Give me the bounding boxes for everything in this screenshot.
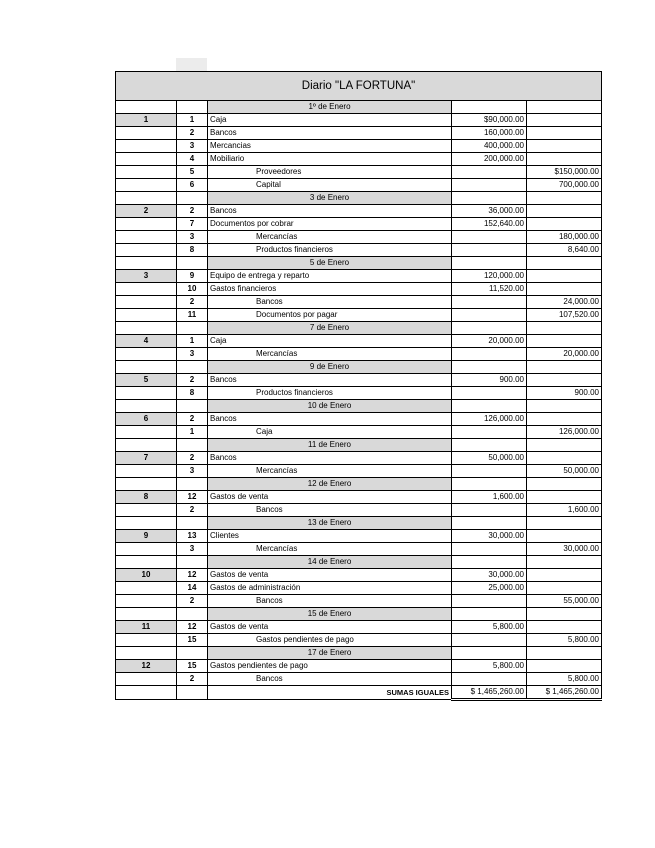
debit-amount xyxy=(452,504,527,517)
entry-number xyxy=(116,673,177,686)
journal-line xyxy=(116,153,602,166)
entry-number: 3 xyxy=(116,270,177,283)
account-name: Gastos de venta xyxy=(208,491,452,504)
entry-cell xyxy=(116,361,177,374)
entry-cell xyxy=(116,257,177,270)
credit-cell xyxy=(527,361,602,374)
date-label: 12 de Enero xyxy=(208,478,452,491)
account-number: 15 xyxy=(177,634,208,647)
date-row xyxy=(116,322,602,335)
credit-amount xyxy=(527,270,602,283)
total-debit: $ 1,465,260.00 xyxy=(452,686,527,700)
account-cell xyxy=(177,478,208,491)
date-label: 1º de Enero xyxy=(208,101,452,114)
debit-amount: 30,000.00 xyxy=(452,530,527,543)
journal-line xyxy=(116,114,602,127)
credit-amount xyxy=(527,374,602,387)
debit-amount xyxy=(452,543,527,556)
debit-amount: 50,000.00 xyxy=(452,452,527,465)
credit-amount: 55,000.00 xyxy=(527,595,602,608)
journal-line xyxy=(116,166,602,179)
debit-amount xyxy=(452,426,527,439)
debit-amount: 5,800.00 xyxy=(452,621,527,634)
account-cell xyxy=(177,400,208,413)
journal-line xyxy=(116,413,602,426)
debit-amount: 400,000.00 xyxy=(452,140,527,153)
debit-cell xyxy=(452,478,527,491)
account-name: Gastos de administración xyxy=(208,582,452,595)
credit-amount xyxy=(527,569,602,582)
date-label: 10 de Enero xyxy=(208,400,452,413)
entry-number: 2 xyxy=(116,205,177,218)
account-name: Mobiliario xyxy=(208,153,452,166)
credit-amount: 900.00 xyxy=(527,387,602,400)
journal-table xyxy=(115,71,602,701)
date-label: 14 de Enero xyxy=(208,556,452,569)
account-cell xyxy=(177,257,208,270)
debit-amount xyxy=(452,309,527,322)
date-label: 15 de Enero xyxy=(208,608,452,621)
entry-number: 6 xyxy=(116,413,177,426)
journal-line xyxy=(116,348,602,361)
account-number: 3 xyxy=(177,465,208,478)
journal-line xyxy=(116,569,602,582)
date-label: 13 de Enero xyxy=(208,517,452,530)
credit-amount xyxy=(527,140,602,153)
account-number: 2 xyxy=(177,205,208,218)
credit-cell xyxy=(527,478,602,491)
entry-number xyxy=(116,426,177,439)
entry-number xyxy=(116,543,177,556)
date-row xyxy=(116,608,602,621)
entry-cell xyxy=(116,400,177,413)
entry-cell xyxy=(116,556,177,569)
credit-amount xyxy=(527,283,602,296)
account-name: Mercancías xyxy=(208,465,452,478)
credit-amount xyxy=(527,205,602,218)
debit-cell xyxy=(452,647,527,660)
entry-number xyxy=(116,504,177,517)
journal-line xyxy=(116,140,602,153)
journal-line xyxy=(116,582,602,595)
date-row xyxy=(116,439,602,452)
entry-number: 7 xyxy=(116,452,177,465)
debit-amount xyxy=(452,673,527,686)
account-name: Mercancías xyxy=(208,348,452,361)
date-label: 5 de Enero xyxy=(208,257,452,270)
credit-cell xyxy=(527,608,602,621)
journal-line xyxy=(116,452,602,465)
account-number: 12 xyxy=(177,621,208,634)
account-number: 2 xyxy=(177,413,208,426)
entry-number: 8 xyxy=(116,491,177,504)
entry-number xyxy=(116,166,177,179)
journal-line xyxy=(116,283,602,296)
journal-line xyxy=(116,673,602,686)
credit-cell xyxy=(527,556,602,569)
account-number: 3 xyxy=(177,140,208,153)
entry-number xyxy=(116,231,177,244)
entry-number xyxy=(116,218,177,231)
entry-number xyxy=(116,465,177,478)
date-label: 7 de Enero xyxy=(208,322,452,335)
account-number: 1 xyxy=(177,426,208,439)
account-number: 2 xyxy=(177,504,208,517)
account-name: Gastos financieros xyxy=(208,283,452,296)
debit-cell xyxy=(452,556,527,569)
account-name: Mercancias xyxy=(208,140,452,153)
credit-amount: 8,640.00 xyxy=(527,244,602,257)
debit-amount: 900.00 xyxy=(452,374,527,387)
account-name: Bancos xyxy=(208,595,452,608)
entry-cell xyxy=(116,686,177,700)
entry-number xyxy=(116,387,177,400)
entry-cell xyxy=(116,192,177,205)
date-label: 9 de Enero xyxy=(208,361,452,374)
debit-amount: 25,000.00 xyxy=(452,582,527,595)
journal-line xyxy=(116,127,602,140)
debit-amount: 1,600.00 xyxy=(452,491,527,504)
date-row xyxy=(116,400,602,413)
credit-cell xyxy=(527,257,602,270)
credit-amount xyxy=(527,153,602,166)
journal-line xyxy=(116,244,602,257)
journal-line xyxy=(116,465,602,478)
account-name: Gastos de venta xyxy=(208,621,452,634)
date-row xyxy=(116,192,602,205)
account-name: Bancos xyxy=(208,296,452,309)
debit-amount xyxy=(452,244,527,257)
debit-cell xyxy=(452,101,527,114)
journal-line xyxy=(116,543,602,556)
debit-cell xyxy=(452,517,527,530)
date-label: 3 de Enero xyxy=(208,192,452,205)
account-number: 3 xyxy=(177,543,208,556)
entry-cell xyxy=(116,647,177,660)
account-name: Documentos por cobrar xyxy=(208,218,452,231)
entry-number: 12 xyxy=(116,660,177,673)
account-number: 3 xyxy=(177,231,208,244)
journal-line xyxy=(116,595,602,608)
credit-cell xyxy=(527,647,602,660)
entry-number: 11 xyxy=(116,621,177,634)
entry-number xyxy=(116,634,177,647)
account-number: 2 xyxy=(177,296,208,309)
debit-amount xyxy=(452,634,527,647)
date-row xyxy=(116,556,602,569)
account-name: Bancos xyxy=(208,127,452,140)
account-number: 6 xyxy=(177,179,208,192)
credit-amount xyxy=(527,413,602,426)
date-label: 11 de Enero xyxy=(208,439,452,452)
journal-line xyxy=(116,296,602,309)
account-cell xyxy=(177,686,208,700)
journal-line xyxy=(116,218,602,231)
account-cell xyxy=(177,322,208,335)
journal-line xyxy=(116,270,602,283)
debit-amount: 11,520.00 xyxy=(452,283,527,296)
account-cell xyxy=(177,439,208,452)
debit-cell xyxy=(452,439,527,452)
entry-number xyxy=(116,127,177,140)
account-number: 12 xyxy=(177,491,208,504)
account-number: 2 xyxy=(177,673,208,686)
journal-line xyxy=(116,621,602,634)
entry-number xyxy=(116,140,177,153)
entry-number xyxy=(116,348,177,361)
debit-amount xyxy=(452,387,527,400)
entry-cell xyxy=(116,478,177,491)
credit-amount: 30,000.00 xyxy=(527,543,602,556)
account-number: 12 xyxy=(177,569,208,582)
account-name: Proveedores xyxy=(208,166,452,179)
credit-amount: 700,000.00 xyxy=(527,179,602,192)
account-name: Gastos pendientes de pago xyxy=(208,660,452,673)
credit-amount: 5,800.00 xyxy=(527,673,602,686)
date-label: 17 de Enero xyxy=(208,647,452,660)
account-name: Clientes xyxy=(208,530,452,543)
credit-amount: 126,000.00 xyxy=(527,426,602,439)
entry-number xyxy=(116,582,177,595)
credit-amount xyxy=(527,582,602,595)
credit-amount: 20,000.00 xyxy=(527,348,602,361)
date-row xyxy=(116,361,602,374)
date-row xyxy=(116,257,602,270)
journal-line xyxy=(116,335,602,348)
account-number: 8 xyxy=(177,387,208,400)
debit-amount xyxy=(452,231,527,244)
entry-number: 5 xyxy=(116,374,177,387)
journal-line xyxy=(116,530,602,543)
date-row xyxy=(116,517,602,530)
credit-amount xyxy=(527,335,602,348)
account-name: Bancos xyxy=(208,374,452,387)
account-name: Gastos pendientes de pago xyxy=(208,634,452,647)
account-cell xyxy=(177,556,208,569)
credit-amount xyxy=(527,621,602,634)
debit-cell xyxy=(452,192,527,205)
debit-amount: 5,800.00 xyxy=(452,660,527,673)
account-name: Capital xyxy=(208,179,452,192)
journal-line xyxy=(116,309,602,322)
account-name: Gastos de venta xyxy=(208,569,452,582)
credit-cell xyxy=(527,322,602,335)
journal-line xyxy=(116,660,602,673)
account-name: Caja xyxy=(208,426,452,439)
journal-line xyxy=(116,634,602,647)
entry-cell xyxy=(116,517,177,530)
journal-line xyxy=(116,387,602,400)
account-number: 2 xyxy=(177,127,208,140)
credit-amount: $150,000.00 xyxy=(527,166,602,179)
account-number: 2 xyxy=(177,595,208,608)
account-name: Productos financieros xyxy=(208,387,452,400)
debit-amount: 152,640.00 xyxy=(452,218,527,231)
debit-amount xyxy=(452,166,527,179)
account-number: 5 xyxy=(177,166,208,179)
credit-amount: 5,800.00 xyxy=(527,634,602,647)
date-row xyxy=(116,101,602,114)
credit-cell xyxy=(527,400,602,413)
entry-number xyxy=(116,309,177,322)
totals-label: SUMAS IGUALES xyxy=(208,686,452,700)
entry-number xyxy=(116,244,177,257)
debit-amount: 160,000.00 xyxy=(452,127,527,140)
credit-cell xyxy=(527,192,602,205)
date-row xyxy=(116,647,602,660)
journal-line xyxy=(116,179,602,192)
credit-amount xyxy=(527,218,602,231)
credit-amount: 24,000.00 xyxy=(527,296,602,309)
journal-line xyxy=(116,504,602,517)
entry-number xyxy=(116,296,177,309)
debit-amount: 120,000.00 xyxy=(452,270,527,283)
journal-line xyxy=(116,491,602,504)
entry-cell xyxy=(116,608,177,621)
debit-amount: 20,000.00 xyxy=(452,335,527,348)
entry-number xyxy=(116,283,177,296)
totals-row xyxy=(116,686,602,700)
account-number: 15 xyxy=(177,660,208,673)
credit-amount xyxy=(527,660,602,673)
account-number: 7 xyxy=(177,218,208,231)
credit-amount xyxy=(527,114,602,127)
entry-number xyxy=(116,179,177,192)
account-cell xyxy=(177,647,208,660)
entry-number: 10 xyxy=(116,569,177,582)
debit-cell xyxy=(452,400,527,413)
account-number: 1 xyxy=(177,335,208,348)
account-name: Bancos xyxy=(208,452,452,465)
account-name: Equipo de entrega y reparto xyxy=(208,270,452,283)
debit-amount xyxy=(452,465,527,478)
entry-number: 1 xyxy=(116,114,177,127)
sheet-header-highlight xyxy=(176,58,207,72)
debit-cell xyxy=(452,608,527,621)
credit-amount xyxy=(527,127,602,140)
debit-cell xyxy=(452,361,527,374)
credit-amount xyxy=(527,491,602,504)
account-number: 10 xyxy=(177,283,208,296)
account-number: 2 xyxy=(177,452,208,465)
account-cell xyxy=(177,361,208,374)
debit-amount: $90,000.00 xyxy=(452,114,527,127)
credit-amount: 180,000.00 xyxy=(527,231,602,244)
credit-amount: 50,000.00 xyxy=(527,465,602,478)
account-name: Documentos por pagar xyxy=(208,309,452,322)
account-cell xyxy=(177,608,208,621)
account-number: 13 xyxy=(177,530,208,543)
account-cell xyxy=(177,192,208,205)
credit-cell xyxy=(527,517,602,530)
account-number: 1 xyxy=(177,114,208,127)
journal-line xyxy=(116,426,602,439)
debit-amount xyxy=(452,179,527,192)
account-cell xyxy=(177,101,208,114)
debit-amount: 200,000.00 xyxy=(452,153,527,166)
entry-cell xyxy=(116,101,177,114)
credit-cell xyxy=(527,439,602,452)
account-number: 3 xyxy=(177,348,208,361)
account-number: 2 xyxy=(177,374,208,387)
debit-amount xyxy=(452,595,527,608)
account-number: 11 xyxy=(177,309,208,322)
account-cell xyxy=(177,517,208,530)
debit-amount xyxy=(452,348,527,361)
entry-number xyxy=(116,153,177,166)
debit-amount: 30,000.00 xyxy=(452,569,527,582)
journal-title: Diario "LA FORTUNA" xyxy=(116,72,602,101)
account-name: Mercancías xyxy=(208,543,452,556)
account-name: Productos financieros xyxy=(208,244,452,257)
account-name: Caja xyxy=(208,335,452,348)
entry-cell xyxy=(116,322,177,335)
total-credit: $ 1,465,260.00 xyxy=(527,686,602,700)
entry-cell xyxy=(116,439,177,452)
credit-amount xyxy=(527,452,602,465)
journal-line xyxy=(116,205,602,218)
debit-amount: 126,000.00 xyxy=(452,413,527,426)
debit-amount: 36,000.00 xyxy=(452,205,527,218)
title-row xyxy=(116,72,602,101)
journal-line xyxy=(116,231,602,244)
entry-number: 4 xyxy=(116,335,177,348)
account-name: Bancos xyxy=(208,205,452,218)
credit-cell xyxy=(527,101,602,114)
account-name: Caja xyxy=(208,114,452,127)
debit-cell xyxy=(452,322,527,335)
account-name: Bancos xyxy=(208,504,452,517)
date-row xyxy=(116,478,602,491)
account-name: Bancos xyxy=(208,673,452,686)
account-number: 4 xyxy=(177,153,208,166)
entry-number: 9 xyxy=(116,530,177,543)
credit-amount xyxy=(527,530,602,543)
account-number: 8 xyxy=(177,244,208,257)
entry-number xyxy=(116,595,177,608)
debit-amount xyxy=(452,296,527,309)
account-name: Bancos xyxy=(208,413,452,426)
journal-line xyxy=(116,374,602,387)
account-name: Mercancías xyxy=(208,231,452,244)
account-number: 14 xyxy=(177,582,208,595)
debit-cell xyxy=(452,257,527,270)
account-number: 9 xyxy=(177,270,208,283)
credit-amount: 1,600.00 xyxy=(527,504,602,517)
credit-amount: 107,520.00 xyxy=(527,309,602,322)
